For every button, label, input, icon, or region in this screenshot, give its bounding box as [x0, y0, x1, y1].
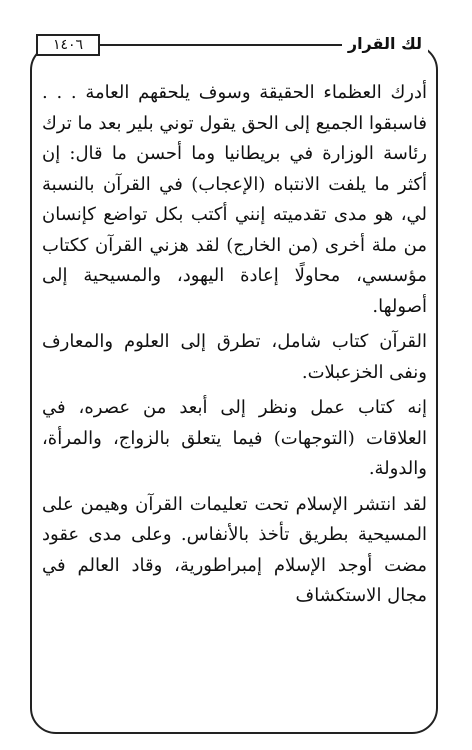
- paragraph: إنه كتاب عمل ونظر إلى أبعد من عصره، في العلاقات (التوجهات) فيما يتعلق بالزواج، والمرأة، والدولة.: [42, 397, 427, 479]
- paragraph: القرآن كتاب شامل، تطرق إلى العلوم والمعارف ونفى الخزعبلات.: [42, 331, 427, 383]
- body-text: [42, 78, 427, 617]
- page-number: ١٤٠٦: [36, 34, 100, 56]
- paragraph: أدرك العظماء الحقيقة وسوف يلحقهم العامة . . . فاسبقوا الجميع إلى الحق يقول توني بلير بعد ما ترك رئاسة الوزارة في بريطانيا وما أحسن ما قال: إن أكثر ما يلفت الانتباه (الإعجاب) في القرآن بالنسبة لي، هو مدى تقدميته إنني أكتب بكل تواضع كإنسان من ملة أخرى (من الخارج) لقد هزني القرآن ككتاب مؤسسي، محاولًا إعادة اليهود، والمسيحية إلى أصولها.: [42, 82, 427, 317]
- paragraph: لقد انتشر الإسلام تحت تعليمات القرآن وهيمن على المسيحية بطريق تأخذ بالأنفاس. وعلى مدى عقود مضت أوجد الإسلام إمبراطورية، وقاد العالم في مجال الاستكشاف: [42, 493, 427, 606]
- header-title: لك القرار: [342, 32, 428, 56]
